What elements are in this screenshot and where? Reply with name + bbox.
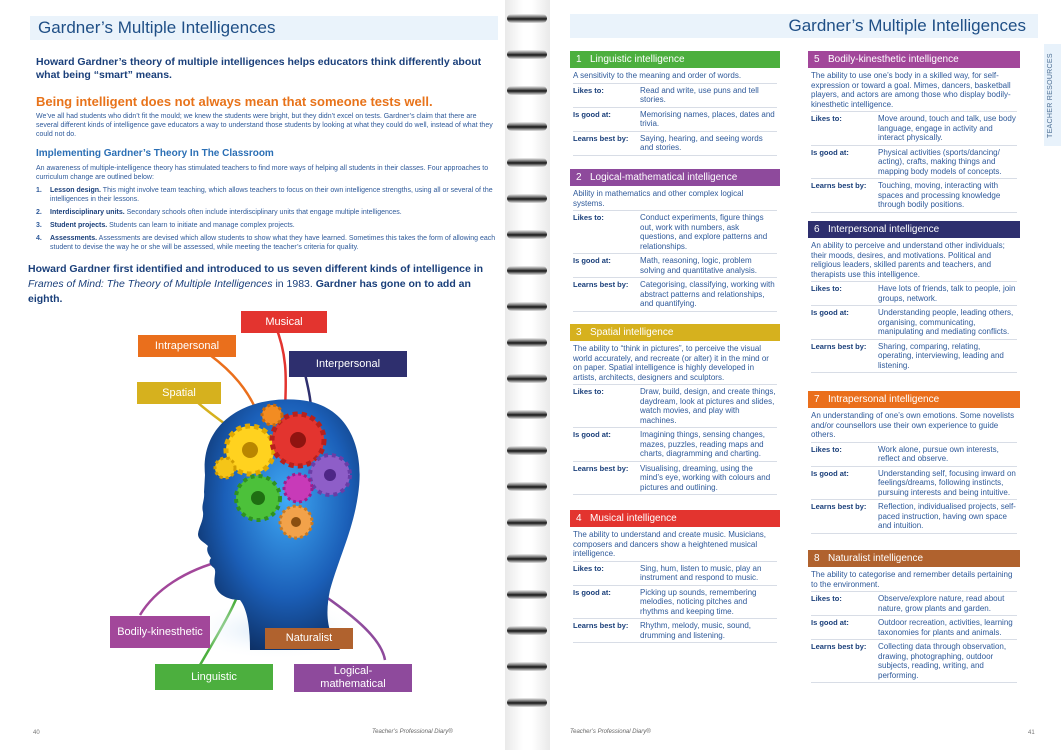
row-value: Picking up sounds, remembering melodies, noticing pitches and rhythms and keeping time.: [640, 587, 757, 616]
card-title: Intrapersonal intelligence: [828, 394, 940, 405]
implementing-text: An awareness of multiple-intelligence theory has stimulated teachers to find more ways of helping all students in their classes. Four approaches to curriculum change are outlined below:: [36, 165, 489, 181]
card-description: The ability to understand and create music. Musicians, composers and dancers show a heightened musical intelligence.: [573, 530, 766, 558]
teacher-resources-tab: [1044, 44, 1061, 146]
card-title: Interpersonal intelligence: [828, 224, 940, 235]
bodily-connector: [140, 560, 225, 615]
likes-row: [573, 561, 777, 585]
row-value: Understanding self, focusing inward on feelings/dreams, following instincts, pursuing interests and being intuitive.: [878, 468, 1016, 497]
row-label: Is good at:: [811, 147, 849, 157]
card-header: [808, 221, 1020, 238]
approach-text: Secondary schools often include interdisciplinary units that engage multiple intelligences.: [124, 209, 402, 216]
intelligence-card-interpersonal: [808, 221, 1020, 373]
label-linguistic: Linguistic: [155, 664, 273, 690]
row-value: Sing, hum, listen to music, play an instrument and respond to music.: [640, 563, 762, 582]
binding-ring: [507, 698, 547, 707]
row-label: Likes to:: [573, 85, 604, 95]
approach-number: 3.: [36, 222, 42, 229]
right-page-number: 41: [1028, 730, 1035, 736]
label-logical-line2: mathematical: [320, 678, 386, 690]
row-value: Math, reasoning, logic, problem solving and quantitative analysis.: [640, 256, 757, 275]
approach-text: Assessments are devised which allow students to show what they have learned. Sometimes this takes the form of allowing each student to devise the way he or she will be assessed, while meeting the teacher’s criteria for quality.: [50, 235, 496, 251]
approach-name: Lesson design.: [50, 187, 101, 194]
likes-row: [811, 591, 1017, 615]
card-description: The ability to categorise and remember details pertaining to the environment.: [811, 570, 1013, 589]
binding-ring: [507, 230, 547, 239]
row-label: Learns best by:: [811, 502, 867, 511]
good-at-row: [573, 253, 777, 277]
card-description: An understanding of one’s own emotions. Some novelists and/or counsellors use their own experience to guide others.: [811, 411, 1015, 439]
left-page: [0, 0, 505, 750]
label-interpersonal: Interpersonal: [289, 351, 407, 377]
row-label: Is good at:: [811, 308, 849, 317]
row-label: Is good at:: [573, 430, 611, 439]
card-title: Spatial intelligence: [590, 327, 674, 338]
approach-item: [36, 221, 496, 230]
row-value: Rhythm, melody, music, sound, drumming and listening.: [640, 621, 752, 640]
approach-number: 4.: [36, 235, 42, 242]
label-logical-line1: Logical-: [333, 665, 373, 677]
good-at-row: [573, 427, 777, 461]
good-at-row: [811, 305, 1017, 339]
row-label: Likes to:: [811, 114, 842, 123]
left-page-number: 40: [33, 730, 40, 736]
card-description: An ability to perceive and understand other individuals; their moods, desires, and motivations. Political and religious leaders, skilled parents and teachers, and therapists use this intelligence.: [811, 241, 1005, 279]
card-number: 3: [576, 327, 582, 338]
gear-yellow-small-icon: [215, 458, 235, 478]
row-label: Learns best by:: [573, 280, 629, 289]
likes-row: [811, 281, 1017, 305]
binding-ring: [507, 410, 547, 419]
approach-number: 1.: [36, 187, 42, 194]
left-footer: Teacher’s Professional Diary®: [372, 729, 453, 735]
binding-ring: [507, 554, 547, 563]
side-tab-label: TEACHER RESOURCES: [1047, 53, 1054, 138]
implementing-heading: Implementing Gardner’s Theory In The Classroom: [36, 148, 274, 159]
row-label: Is good at:: [811, 468, 849, 478]
intelligence-card-naturalist: [808, 550, 1020, 683]
intelligence-card-logical-mathematical: [570, 169, 780, 312]
card-title: Naturalist intelligence: [828, 553, 924, 564]
row-label: Learns best by:: [811, 642, 867, 651]
gear-orange-small-icon: [262, 405, 282, 425]
card-header: [808, 550, 1020, 567]
card-description: The ability to use one’s body in a skilled way, for self-expression or toward a goal. Mimes, dancers, basketball players, and actors are among those who display bodily-kinesthetic intelligence.: [811, 71, 1011, 109]
card-description: The ability to “think in pictures”, to perceive the visual world accurately, and recreate (or alter) it in the mind or on paper. Spatial intelligence is highly developed in artists, architects, designers and sculptors.: [573, 344, 769, 382]
approach-name: Student projects.: [50, 222, 108, 229]
row-value: Sharing, comparing, relating, operating, interviewing, leading and listening.: [878, 341, 1004, 370]
gear-hub: [291, 517, 301, 527]
card-header: [808, 391, 1020, 408]
intelligence-card-musical: [570, 510, 780, 643]
row-label: Likes to:: [573, 387, 604, 396]
binding-ring: [507, 446, 547, 455]
card-title: Bodily-kinesthetic intelligence: [828, 54, 959, 65]
approach-name: Interdisciplinary units.: [50, 209, 125, 216]
card-header: [570, 169, 780, 186]
approaches-list: [36, 186, 496, 256]
row-value: Outdoor recreation, activities, learning taxonomies for plants and animals.: [878, 618, 1013, 637]
row-label: Likes to:: [811, 594, 842, 603]
intelligence-card-bodily-kinesthetic: [808, 51, 1020, 213]
closing-part-2: in 1983.: [272, 278, 316, 290]
card-number: 7: [814, 394, 820, 405]
book-title: Frames of Mind: The Theory of Multiple Intelligences: [28, 278, 273, 290]
binding-ring: [507, 14, 547, 23]
learns-best-row: [811, 499, 1017, 534]
row-value: Understanding people, leading others, organising, communicating, manipulating and mediating conflicts.: [878, 308, 1014, 336]
binding-ring: [507, 662, 547, 671]
right-footer: Teacher’s Professional Diary®: [570, 729, 651, 735]
gear-magenta-icon: [284, 474, 312, 502]
row-label: Likes to:: [573, 213, 604, 222]
approach-text: Students can learn to initiate and manage complex projects.: [107, 222, 295, 229]
label-musical: Musical: [241, 311, 327, 333]
row-value: Have lots of friends, talk to people, join groups, network.: [878, 284, 1016, 303]
row-label: Is good at:: [573, 587, 611, 597]
right-page: [550, 0, 1061, 750]
closing-part-1: Howard Gardner first identified and introduced to us seven different kinds of intelligence in: [28, 263, 484, 275]
likes-row: [573, 210, 777, 253]
row-value: Categorising, classifying, working with abstract patterns and relationships, and quantifying.: [640, 280, 775, 308]
label-spatial: Spatial: [137, 382, 221, 404]
good-at-row: [811, 466, 1017, 500]
approach-item: [36, 234, 496, 252]
row-value: Physical activities (sports/dancing/ acting), crafts, making things and mapping body models of concepts.: [878, 147, 1002, 176]
row-value: Saying, hearing, and seeing words and stories.: [640, 133, 763, 152]
learns-best-row: [573, 131, 777, 156]
learns-best-row: [573, 618, 777, 643]
card-header: [570, 324, 780, 341]
label-bodily-kinesthetic: Bodily-kinesthetic: [110, 616, 210, 648]
row-value: Memorising names, places, dates and trivia.: [640, 109, 775, 128]
intelligence-card-linguistic: [570, 51, 780, 156]
row-label: Is good at:: [811, 618, 849, 627]
binding-ring: [507, 266, 547, 275]
subheading: Being intelligent does not always mean that someone tests well.: [36, 94, 433, 109]
row-label: Likes to:: [573, 563, 604, 573]
left-page-title: Gardner’s Multiple Intelligences: [30, 16, 498, 40]
row-label: Likes to:: [811, 444, 842, 454]
learns-best-row: [573, 461, 777, 496]
row-value: Touching, moving, interacting with spaces and processing knowledge through bodily positions.: [878, 181, 1001, 209]
row-label: Learns best by:: [573, 621, 629, 630]
card-number: 2: [576, 172, 582, 183]
card-number: 8: [814, 553, 820, 564]
card-number: 4: [576, 513, 582, 524]
binding-ring: [507, 50, 547, 59]
binding-ring: [507, 626, 547, 635]
card-title: Logical-mathematical intelligence: [590, 172, 738, 183]
binding-ring: [507, 158, 547, 167]
likes-row: [573, 384, 777, 427]
good-at-row: [811, 615, 1017, 639]
row-value: Visualising, dreaming, using the mind’s eye, working with colours and pictures and outlining.: [640, 463, 771, 492]
binding-ring: [507, 518, 547, 527]
approach-number: 2.: [36, 209, 42, 216]
binding-ring: [507, 122, 547, 131]
label-intrapersonal: Intrapersonal: [138, 335, 236, 357]
gear-hub: [290, 432, 306, 448]
gear-hub: [242, 442, 258, 458]
row-value: Collecting data through observation, drawing, photographing, outdoor subjects, reading, writing, and performing.: [878, 642, 1007, 680]
card-description: Ability in mathematics and other complex logical systems.: [573, 189, 744, 208]
card-title: Linguistic intelligence: [590, 54, 685, 65]
good-at-row: [573, 107, 777, 131]
learns-best-row: [573, 277, 777, 312]
row-label: Learns best by:: [811, 181, 867, 190]
card-header: [570, 510, 780, 527]
row-label: Learns best by:: [573, 463, 629, 473]
row-label: Is good at:: [573, 109, 611, 119]
card-title: Musical intelligence: [590, 513, 677, 524]
card-number: 1: [576, 54, 582, 65]
row-value: Read and write, use puns and tell stories.: [640, 85, 759, 104]
row-label: Is good at:: [573, 256, 611, 265]
approach-item: [36, 186, 496, 204]
card-number: 6: [814, 224, 820, 235]
row-label: Likes to:: [811, 284, 842, 293]
learns-best-row: [811, 639, 1017, 683]
row-value: Reflection, individualised projects, self-paced instruction, having own space and intuition.: [878, 502, 1016, 530]
row-value: Conduct experiments, figure things out, work with numbers, ask questions, and explore patterns and relationships.: [640, 213, 768, 251]
binding-ring: [507, 338, 547, 347]
binding-ring: [507, 374, 547, 383]
row-value: Move around, touch and talk, use body language, engage in activity and interact physically.: [878, 114, 1016, 142]
card-header: [570, 51, 780, 68]
binding-ring: [507, 302, 547, 311]
learns-best-row: [811, 339, 1017, 374]
row-label: Learns best by:: [573, 133, 629, 143]
label-naturalist: Naturalist: [265, 628, 353, 649]
spiral-binding: [505, 0, 550, 750]
label-logical-mathematical: [294, 664, 412, 692]
intro-paragraph: We’ve all had students who didn’t fit the mould; we knew the students were bright, but they didn’t excel on tests. Gardner’s claim that there are several different kinds of intelligence gave educators a way to understand those students by looking at what they could do well, instead of what they could not do.: [36, 113, 493, 138]
card-description: A sensitivity to the meaning and order of words.: [573, 71, 742, 80]
likes-row: [573, 83, 777, 107]
binding-ring: [507, 86, 547, 95]
row-value: Observe/explore nature, read about nature, grow plants and garden.: [878, 594, 1005, 613]
row-label: Learns best by:: [811, 341, 867, 351]
binding-ring: [507, 194, 547, 203]
row-value: Imagining things, sensing changes, mazes, puzzles, reading maps and charts, diagramming and charting.: [640, 430, 765, 458]
intelligence-card-spatial: [570, 324, 780, 495]
good-at-row: [573, 585, 777, 619]
intro-text: Howard Gardner’s theory of multiple intelligences helps educators think differently about what being “smart” means.: [36, 56, 482, 81]
good-at-row: [811, 145, 1017, 179]
binding-ring: [507, 482, 547, 491]
right-page-title: Gardner’s Multiple Intelligences: [570, 14, 1038, 38]
likes-row: [811, 442, 1017, 466]
row-value: Draw, build, design, and create things, daydream, look at pictures and slides, watch movies, and play with machines.: [640, 387, 776, 425]
row-value: Work alone, pursue own interests, reflect and observe.: [878, 444, 999, 463]
closing-part-3: Gardner has gone on to add an eighth.: [28, 278, 471, 305]
learns-best-row: [811, 178, 1017, 213]
approach-item: [36, 208, 496, 217]
card-header: [808, 51, 1020, 68]
gear-hub: [251, 491, 265, 505]
gear-hub: [324, 469, 336, 481]
approach-text: This might involve team teaching, which allows teachers to focus on their own intelligence strengths, using all or several of the intelligences in their lessons.: [50, 187, 493, 203]
card-number: 5: [814, 54, 820, 65]
intelligence-card-intrapersonal: [808, 391, 1020, 534]
approach-name: Assessments.: [50, 235, 98, 242]
likes-row: [811, 111, 1017, 145]
binding-ring: [507, 590, 547, 599]
